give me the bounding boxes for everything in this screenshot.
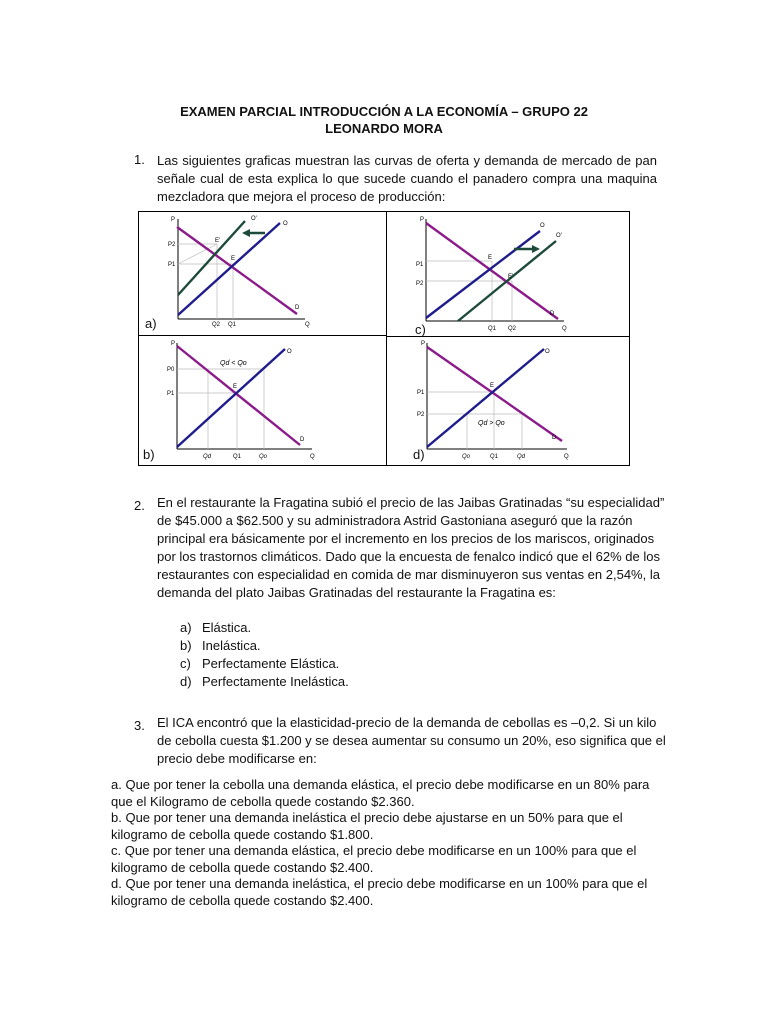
q2-line: En el restaurante la Fragatina subió el precio de las Jaibas Gratinadas “su especialidad” bbox=[157, 495, 665, 510]
q2-option-d bbox=[180, 673, 349, 691]
option-text: Perfectamente Inelástica. bbox=[202, 674, 349, 689]
qd-b: Qd bbox=[203, 454, 212, 460]
o-prime-a: O' bbox=[251, 216, 257, 222]
q2-c: Q2 bbox=[508, 326, 517, 332]
q3-answer-line: que el Kilogramo de cebolla quede costando $2.360. bbox=[111, 793, 415, 809]
q2-line: principal era básicamente por el incremento en los precios de los mariscos, originados bbox=[157, 531, 655, 546]
axis-q-b: Q bbox=[310, 454, 315, 460]
exam-title: EXAMEN PARCIAL INTRODUCCIÓN A LA ECONOMÍA – GRUPO 22 bbox=[180, 104, 588, 119]
p1-d: P1 bbox=[417, 390, 425, 396]
option-label: b) bbox=[180, 638, 192, 653]
q3-answer-line: kilogramo de cebolla quede costando $2.400. bbox=[111, 859, 374, 875]
graph-a bbox=[165, 211, 315, 336]
q2-option-a bbox=[180, 619, 251, 637]
q3-answer-line: kilogramo de cebolla quede costando $2.400. bbox=[111, 892, 374, 908]
graph-c bbox=[412, 211, 577, 336]
axis-p-d: P bbox=[421, 341, 426, 347]
e-c: E bbox=[488, 255, 493, 261]
q2-number: 2. bbox=[134, 498, 145, 513]
panel-label-a: a) bbox=[145, 316, 157, 331]
axis-q-c: Q bbox=[562, 326, 567, 332]
p2-a: P2 bbox=[168, 242, 176, 248]
q2-line: de $45.000 a $62.500 y su administradora Astrid Gastoniana aseguró que la razón bbox=[157, 513, 633, 528]
axis-q-d: Q bbox=[564, 454, 569, 460]
e-d: E bbox=[490, 383, 495, 389]
e-prime-c: E' bbox=[508, 274, 514, 280]
o-c: O bbox=[540, 223, 545, 229]
o-prime-c: O' bbox=[556, 233, 562, 239]
e-prime-a: E' bbox=[215, 238, 221, 244]
p1-a: P1 bbox=[168, 262, 176, 268]
q2-option-b bbox=[180, 637, 261, 655]
p1-c: P1 bbox=[416, 262, 424, 268]
p2-c: P2 bbox=[416, 281, 424, 287]
qo-d: Qo bbox=[462, 454, 471, 460]
d-a: D bbox=[295, 305, 300, 311]
q3-answers bbox=[111, 777, 671, 909]
d-d: D bbox=[552, 435, 557, 441]
e-a: E bbox=[231, 256, 236, 262]
q3-answer-line: a. Que por tener la cebolla una demanda elástica, el precio debe modificarse en un 80% para bbox=[111, 777, 650, 792]
q3-answer-line: d. Que por tener una demanda inelástica, el precio debe modificarse en un 100% para que el bbox=[111, 876, 648, 891]
q2-line: restaurantes con especialidad en comida de mar disminuyeron sus ventas en 2,54%, la bbox=[157, 567, 660, 582]
graph-d bbox=[412, 337, 577, 462]
q2-line: por los trastornos climáticos. Dado que la encuesta de fenalco indicó que el 62% de los bbox=[157, 549, 660, 564]
q3-number: 3. bbox=[134, 718, 145, 733]
axis-p-c: P bbox=[420, 217, 425, 223]
qd-gt-qo-d: Qd > Qo bbox=[478, 420, 505, 427]
q3-line: de cebolla cuesta $1.200 y se desea aumentar su consumo un 20%, eso significa que el bbox=[157, 733, 666, 748]
p2-d: P2 bbox=[417, 412, 425, 418]
qo-b: Qo bbox=[259, 454, 268, 460]
axis-p-a: P bbox=[171, 217, 176, 223]
d-b: D bbox=[300, 437, 305, 443]
q1-number: 1. bbox=[134, 152, 145, 167]
q3-answer-line: c. Que por tener una demanda elástica, el precio debe modificarse en un 100% para que el bbox=[111, 843, 637, 858]
panel-label-c: c) bbox=[415, 322, 426, 337]
q3-text bbox=[157, 714, 677, 768]
axis-q-a: Q bbox=[305, 322, 310, 328]
p0-b: P0 bbox=[167, 367, 175, 373]
p1-b: P1 bbox=[167, 391, 175, 397]
option-text: Perfectamente Elástica. bbox=[202, 656, 340, 671]
supply-curve-a bbox=[178, 223, 280, 315]
option-text: Inelástica. bbox=[202, 638, 261, 653]
option-label: a) bbox=[180, 620, 192, 635]
qd-d: Qd bbox=[517, 454, 526, 460]
qd-lt-qo-b: Qd < Qo bbox=[220, 360, 247, 367]
o-d: O bbox=[545, 349, 550, 355]
panel-label-d: d) bbox=[413, 447, 425, 462]
q3-line: El ICA encontró que la elasticidad-precio de la demanda de cebollas es –0,2. Si un kilo bbox=[157, 715, 657, 730]
q1-b: Q1 bbox=[233, 454, 242, 460]
graph-b bbox=[160, 337, 320, 462]
grid-divider-vertical bbox=[386, 211, 387, 465]
e-b: E bbox=[233, 384, 238, 390]
o-a: O bbox=[283, 221, 288, 227]
supply-curve-c bbox=[426, 231, 540, 318]
d-c: D bbox=[550, 311, 555, 317]
q1-d: Q1 bbox=[490, 454, 499, 460]
q2-a: Q2 bbox=[212, 322, 221, 328]
option-label: c) bbox=[180, 656, 191, 671]
q2-text bbox=[157, 494, 677, 602]
panel-label-b: b) bbox=[143, 447, 155, 462]
supply-curve-d bbox=[427, 349, 544, 447]
o-b: O bbox=[287, 349, 292, 355]
q3-answer-line: b. Que por tener una demanda inelástica el precio debe ajustarse en un 50% para que el bbox=[111, 810, 623, 825]
q1-a: Q1 bbox=[228, 322, 237, 328]
option-text: Elástica. bbox=[202, 620, 252, 635]
q1-c: Q1 bbox=[488, 326, 497, 332]
axis-p-b: P bbox=[171, 341, 176, 347]
q2-option-c bbox=[180, 655, 339, 673]
q2-line: demanda del plato Jaibas Gratinadas del restaurante la Fragatina es: bbox=[157, 585, 556, 600]
option-label: d) bbox=[180, 674, 192, 689]
q1-text: Las siguientes graficas muestran las curvas de oferta y demanda de mercado de pan señale cual de esta explica lo que sucede cuando el panadero compra una maquina mezcladora que mejora el proceso de producción: bbox=[157, 153, 657, 204]
q3-line: precio debe modificarse en: bbox=[157, 751, 317, 766]
author-name: LEONARDO MORA bbox=[325, 121, 443, 136]
q3-answer-line: kilogramo de cebolla quede costando $1.800. bbox=[111, 826, 374, 842]
